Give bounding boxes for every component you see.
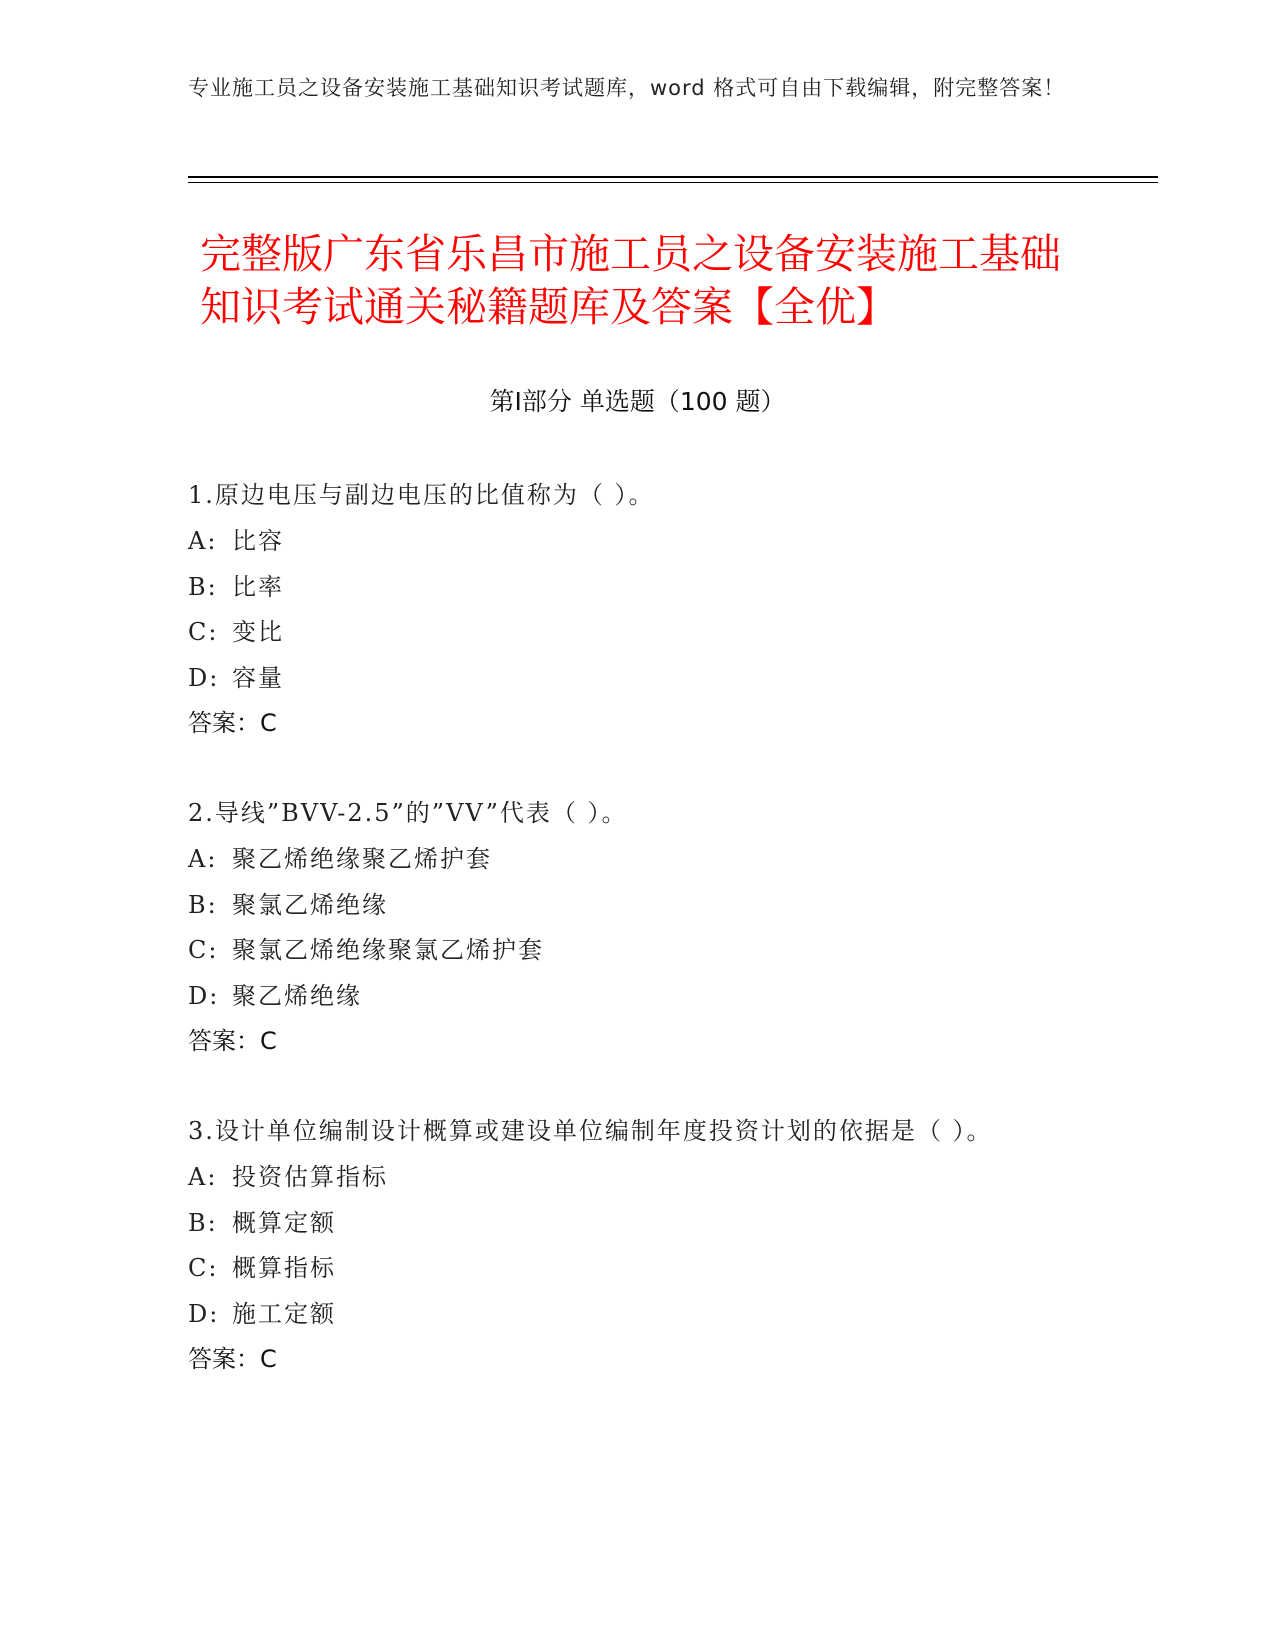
option-d xyxy=(188,974,1088,1020)
option-b xyxy=(188,1201,1088,1247)
option-letter: D: xyxy=(188,981,220,1010)
option-text: 施工定额 xyxy=(232,1299,336,1328)
option-letter: D: xyxy=(188,663,220,692)
option-letter: C: xyxy=(188,936,219,964)
question-stem: 3.设计单位编制设计概算或建设单位编制年度投资计划的依据是（ ）。 xyxy=(188,1117,993,1145)
question-3 xyxy=(188,1108,1088,1382)
option-text: 聚氯乙烯绝缘聚氯乙烯护套 xyxy=(232,936,544,964)
option-c xyxy=(188,928,1088,974)
option-letter: B: xyxy=(188,890,218,919)
option-text: 比率 xyxy=(232,572,284,601)
section-title: 第Ⅰ部分 单选题（100 题） xyxy=(489,387,786,416)
option-text: 变比 xyxy=(232,618,284,646)
option-b xyxy=(188,883,1088,929)
header-divider-thin xyxy=(188,182,1158,183)
question-stem: 1.原边电压与副边电压的比值称为（ ）。 xyxy=(188,481,655,509)
question-2 xyxy=(188,790,1088,1064)
option-c xyxy=(188,610,1088,656)
option-letter: D: xyxy=(188,1299,220,1328)
question-answer: 答案：C xyxy=(188,709,277,737)
option-letter: A: xyxy=(188,845,218,873)
document-title: 完整版广东省乐昌市施工员之设备安装施工基础知识考试通关秘籍题库及答案【全优】 xyxy=(200,230,1061,331)
option-a xyxy=(188,1155,1088,1201)
question-1 xyxy=(188,472,1088,746)
option-letter: C: xyxy=(188,1254,219,1282)
option-letter: A: xyxy=(188,527,218,555)
header-note: 专业施工员之设备安装施工基础知识考试题库，word 格式可自由下载编辑，附完整答案！ xyxy=(188,76,1066,100)
option-a xyxy=(188,837,1088,883)
option-text: 概算定额 xyxy=(232,1208,336,1237)
option-text: 容量 xyxy=(232,663,284,692)
option-text: 概算指标 xyxy=(232,1254,336,1282)
option-letter: B: xyxy=(188,572,218,601)
option-text: 聚氯乙烯绝缘 xyxy=(232,890,388,919)
option-c xyxy=(188,1246,1088,1292)
option-d xyxy=(188,656,1088,702)
option-text: 比容 xyxy=(232,527,284,555)
question-answer: 答案：C xyxy=(188,1345,277,1373)
header-divider-thick xyxy=(188,176,1158,178)
option-text: 聚乙烯绝缘 xyxy=(232,981,362,1010)
option-b xyxy=(188,565,1088,611)
option-letter: B: xyxy=(188,1208,218,1237)
option-letter: C: xyxy=(188,618,219,646)
question-answer: 答案：C xyxy=(188,1027,277,1055)
option-a xyxy=(188,519,1088,565)
option-d xyxy=(188,1292,1088,1338)
question-stem: 2.导线”BVV-2.5”的”VV”代表（ ）。 xyxy=(188,799,628,827)
option-text: 投资估算指标 xyxy=(232,1163,388,1191)
option-text: 聚乙烯绝缘聚乙烯护套 xyxy=(232,845,492,873)
option-letter: A: xyxy=(188,1163,218,1191)
